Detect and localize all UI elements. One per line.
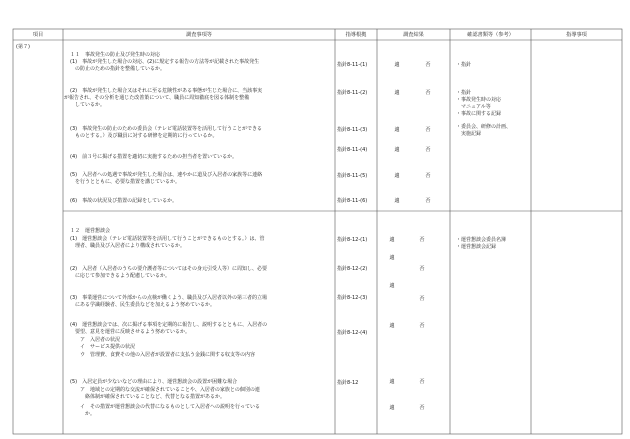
s11-row-3-basis: 指針8-11-(3)	[337, 127, 368, 133]
s11-row-4-no[interactable]: 否	[425, 147, 431, 153]
s11-row-2-yes[interactable]: 適	[394, 90, 400, 96]
s11-row-3-line-1: (3) 事故発生の防止のための委員会（テレビ電話装置等を活用して行うことができる	[70, 126, 262, 132]
s11-row-3-line-2: ものとする。）及び職員に対する研修を定期的に行っているか。	[70, 133, 218, 139]
s12-row-1-no[interactable]: 否	[419, 237, 425, 243]
s12-row-5-line-1: (5) 入居定員が少ないなどの理由により、運営懇談会の設置が困難な場合	[70, 379, 238, 385]
s11-doc-1: ・指針	[456, 62, 472, 68]
s12-doc-2: ・運営懇談会記録	[456, 244, 497, 250]
s11-row-1-no[interactable]: 否	[425, 62, 431, 68]
s12-row-5-line-5: か。	[70, 411, 96, 417]
s12-row-5-line-2: ア 地域との定期的な交流が確保されていることや、入居者の家族との個別の連	[70, 387, 260, 393]
s12-row-5-yes[interactable]: 適	[389, 379, 395, 385]
s11-doc-2: ・指針	[456, 90, 472, 96]
s12-row-4-basis: 指針8-12-(4)	[337, 330, 368, 336]
section-12-title: １２ 運営懇談会	[70, 228, 111, 234]
s12-row-2-basis: 指針8-12-(2)	[337, 266, 368, 272]
s12-row-4-no[interactable]: 否	[419, 323, 425, 329]
section-label: (第７)	[16, 44, 30, 50]
s11-row-2-line-1: (2) 事故が発生した場合又はそれに至る危険性がある事態が生じた場合に、当該事実	[70, 88, 263, 94]
s12-row-4-line-3: ア 入居者の状況	[70, 337, 121, 343]
s12-row-3-no[interactable]: 否	[419, 296, 425, 302]
s11-row-5-line-2: を行うとともに、必要な措置を講じているか。	[70, 179, 181, 185]
s12-row-5-no-2[interactable]: 否	[419, 405, 425, 411]
s11-doc-5: ・事故に関する記録	[456, 111, 502, 117]
s12-row-1-basis: 指針8-12-(1)	[337, 237, 368, 243]
header-matter: 調査事項等	[186, 32, 212, 38]
s11-row-5-line-1: (5) 入居者への処遇で事故が発生した場合は、速やかに道及び入居者の家族等に連絡	[70, 172, 263, 178]
header-guidance: 指導事項	[566, 32, 587, 38]
s11-row-6-line-1: (6) 事故の状況及び措置の記録をしているか。	[70, 198, 178, 204]
s12-doc-1: ・運営懇談会委員名簿	[456, 237, 507, 243]
s11-doc-7: 実施記録	[456, 131, 482, 137]
s12-row-2-line-2: に応じて参加できるよう配慮しているか。	[70, 273, 171, 279]
s11-row-2-no[interactable]: 否	[425, 90, 431, 96]
s12-row-5-yes-2[interactable]: 適	[389, 405, 395, 411]
s12-row-1-yes[interactable]: 適	[389, 237, 395, 243]
s11-row-6-yes[interactable]: 適	[394, 198, 400, 204]
s12-row-4-yes[interactable]: 適	[389, 323, 395, 329]
s11-row-1-yes[interactable]: 適	[394, 62, 400, 68]
s11-row-4-yes[interactable]: 適	[394, 147, 400, 153]
s12-row-5-basis: 指針8-12	[337, 380, 359, 386]
s11-doc-4: マニュアル等	[456, 104, 491, 110]
s12-row-3-line-1: (3) 事業運営について外部からの点検が働くよう、職員及び入居者以外の第三者的立場	[70, 295, 267, 301]
s11-row-2-line-2: が報告され、その分析を通じた改善策について、職員に周知徹底を図る体制を整備	[64, 95, 250, 101]
s12-row-4-line-4: イ サービス提供の状況	[70, 344, 136, 350]
s11-row-4-basis: 指針8-11-(4)	[337, 147, 368, 153]
s12-row-3-line-2: にある学識経験者、民生委員などを加えるよう努めているか。	[70, 302, 216, 308]
s12-row-1-line-1: (1) 運営懇談会（テレビ電話装置等を活用して行うことができるものとする。）は、管	[70, 236, 265, 242]
s11-row-2-basis: 指針8-11-(2)	[337, 90, 368, 96]
header-docs: 確認書類等（参考）	[467, 32, 514, 38]
s11-row-1-basis: 指針8-11-(1)	[337, 62, 368, 68]
section-11-title: １１ 事故発生の防止及び発生時の対応	[70, 52, 161, 58]
s12-row-5-no[interactable]: 否	[419, 379, 425, 385]
s12-row-5-line-3: 絡体制が確保されていることなど、代替となる措置があるか。	[70, 394, 226, 400]
s12-row-4-line-1: (4) 運営懇談会では、次に掲げる事項を定期的に報告し、説明するとともに、入居者の	[70, 322, 268, 328]
s11-doc-6: ・委員会、研修の計画、	[456, 124, 512, 130]
s12-row-4-line-5: ウ 管理費、食費その他の入居者が設置者に支払う金銭に関する収支等の内容	[70, 352, 256, 358]
s11-row-6-basis: 指針8-11-(6)	[337, 198, 368, 204]
s11-row-1-line-2: の防止のための指針を整備しているか。	[70, 66, 166, 72]
s11-row-1-line-1: (1) 事故が発生した場合の対応、(2)に規定する報告の方法等が記載された事故発生	[70, 59, 260, 65]
s12-row-2-line-1: (2) 入居者（入居者のうちの要介護者等についてはその身元引受人等）に周知し、必要	[70, 266, 267, 272]
s11-row-3-no[interactable]: 否	[425, 127, 431, 133]
s12-row-2-no[interactable]: 否	[419, 266, 425, 272]
s11-doc-3: ・事故発生時の対応	[456, 97, 502, 103]
header-basis: 指導根拠	[345, 32, 367, 38]
s11-row-5-basis: 指針8-11-(5)	[337, 173, 368, 179]
s12-row-5-line-4: イ その措置が運営懇談会の代替になるものとして入居者への説明を行っている	[70, 404, 261, 410]
s12-row-1-yes-2[interactable]: 適	[389, 255, 395, 261]
s11-row-6-no[interactable]: 否	[425, 198, 431, 204]
s12-row-2-yes[interactable]: 適	[389, 283, 395, 289]
header-item: 項目	[32, 32, 44, 38]
s11-row-5-yes[interactable]: 適	[394, 173, 400, 179]
s12-row-4-line-2: 要望、意見を運営に反映させるよう努めているか。	[70, 329, 191, 335]
s11-row-2-line-3: しているか。	[70, 102, 106, 108]
s11-row-4-line-1: (4) 前３号に掲げる措置を適切に実施するための担当者を置いているか。	[70, 154, 238, 160]
header-result: 調査結果	[403, 32, 424, 38]
s12-row-1-line-2: 理者、職員及び入居者により構成されているか。	[70, 243, 186, 249]
s11-row-3-yes[interactable]: 適	[394, 127, 400, 133]
s11-row-5-no[interactable]: 否	[425, 173, 431, 179]
s12-row-3-basis: 指針8-12-(3)	[337, 295, 368, 301]
